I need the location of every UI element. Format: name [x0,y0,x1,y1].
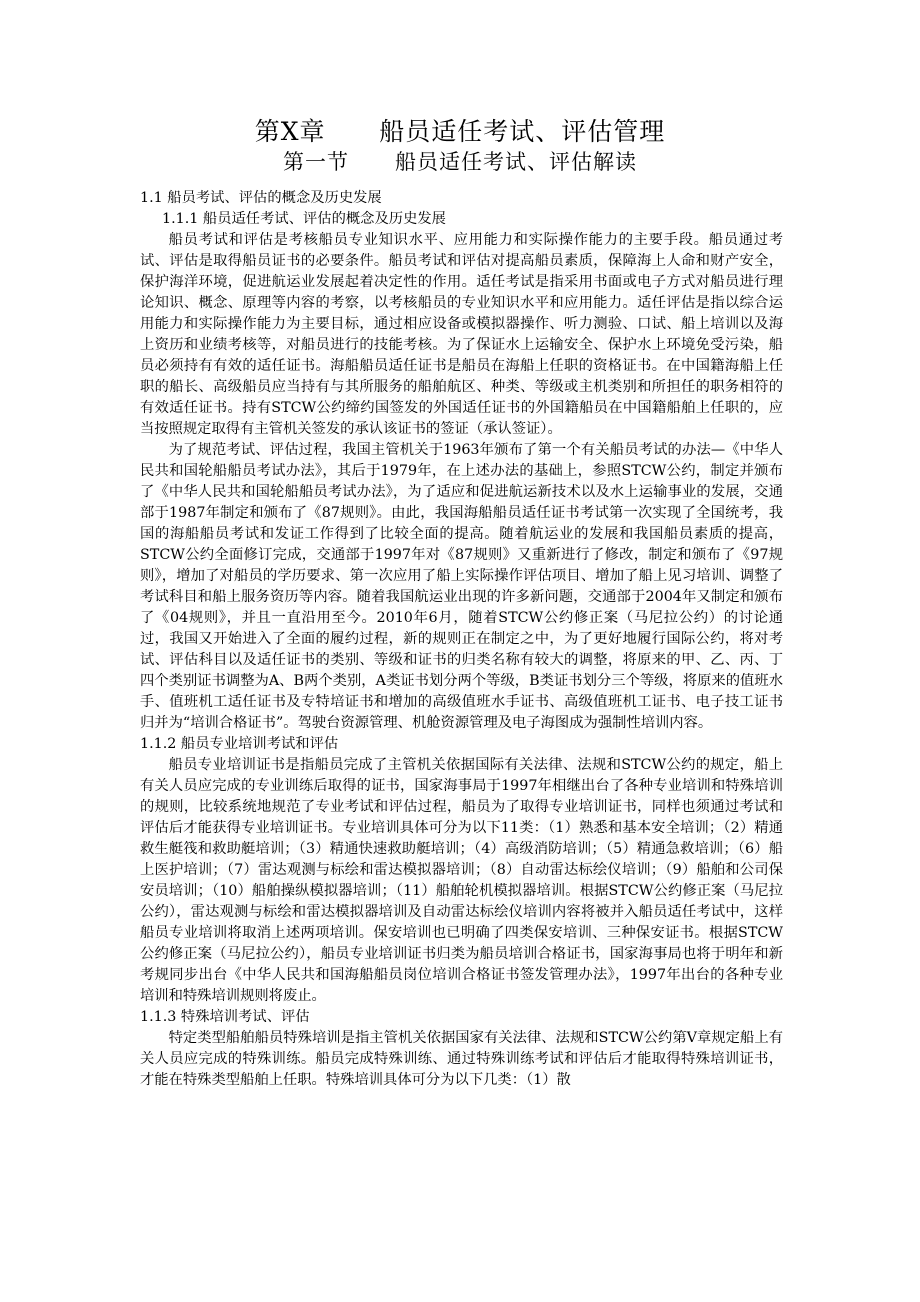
heading-1-1: 1.1 船员考试、评估的概念及历史发展 [140,190,382,206]
chapter-title: 第Ⅹ章 船员适任考试、评估管理 [254,117,666,146]
heading-1-1-1: 1.1.1 船员适任考试、评估的概念及历史发展 [162,211,446,227]
heading-1-1-2: 1.1.2 船员专业培训考试和评估 [140,736,339,752]
section-title: 第一节 船员适任考试、评估解读 [282,150,638,174]
paragraph-4: 特定类型船舶船员特殊培训是指主管机关依据国家有关法律、法规和STCW公约第Ⅴ章规定船上有关人员应完成的特殊训练。船员完成特殊训练、通过特殊训练考试和评估后才能取得特殊培训证书，才能在特殊类型船舶上任职。特殊培训具体可分为以下几类：（1）散 [140,1030,783,1088]
document-body [140,188,783,1091]
paragraph-2: 为了规范考试、评估过程，我国主管机关于1963年颁布了第一个有关船员考试的办法—《中华人民共和国轮船船员考试办法》，其后于1979年，在上述办法的基础上，参照STCW公约，制定并颁布了《中华人民共和国轮船船员考试办法》，为了适应和促进航运新技术以及水上运输事业的发展，交通部于1987年制定和颁布了《87规则》。由此，我国海船船员适任证书考试第一次实现了全国统考，我国的海船船员考试和发证工作得到了比较全面的提高。随着航运业的发展和我国船员素质的提高，STCW公约全面修订完成，交通部于1997年对《87规则》又重新进行了修改，制定和颁布了《97规则》，增加了对船员的学历要求、第一次应用了船上实际操作评估项目、增加了船上见习培训、调整了考试科目和船上服务资历等内容。随着我国航运业出现的许多新问题，交通部于2004年又制定和颁布了《04规则》，并且一直沿用至今。2010年6月，随着STCW公约修正案（马尼拉公约）的讨论通过，我国又开始进入了全面的履约过程，新的规则正在制定之中，为了更好地履行国际公约，将对考试、评估科目以及适任证书的类别、等级和证书的归类名称有较大的调整，将原来的甲、乙、丙、丁四个类别证书调整为A、B两个类别，A类证书划分两个等级，B类证书划分三个等级，将原来的值班水手、值班机工适任证书及专特培证书和增加的高级值班水手证书、高级值班机工证书、电子技工证书归并为“培训合格证书”。驾驶台资源管理、机舱资源管理及电子海图成为强制性培训内容。 [140,442,783,731]
paragraph-1: 船员考试和评估是考核船员专业知识水平、应用能力和实际操作能力的主要手段。船员通过考试、评估是取得船员证书的必要条件。船员考试和评估对提高船员素质，保障海上人命和财产安全，保护海洋环境，促进航运业发展起着决定性的作用。适任考试是指采用书面或电子方式对船员进行理论知识、概念、原理等内容的考察，以考核船员的专业知识水平和应用能力。适任评估是指以综合运用能力和实际操作能力为主要目标，通过相应设备或模拟器操作、听力测验、口试、船上培训以及海上资历和业绩考核等，对船员进行的技能考核。为了保证水上运输安全、保护水上环境免受污染，船员必须持有有效的适任证书。海船船员适任证书是船员在海船上任职的资格证书。在中国籍海船上任职的船长、高级船员应当持有与其所服务的船舶航区、种类、等级或主机类别和所担任的职务相符的有效适任证书。持有STCW公约缔约国签发的外国适任证书的外国籍船员在中国籍船舶上任职的，应当按照规定取得有主管机关签发的承认该证书的签证（承认签证）。 [140,232,783,437]
heading-1-1-3: 1.1.3 特殊培训考试、评估 [140,1009,310,1025]
paragraph-3: 船员专业培训证书是指船员完成了主管机关依据国际有关法律、法规和STCW公约的规定，船上有关人员应完成的专业训练后取得的证书，国家海事局于1997年相继出台了各种专业培训和特殊培训的规则，比较系统地规范了专业考试和评估过程，船员为了取得专业培训证书，同样也须通过考试和评估后才能获得专业培训证书。专业培训具体可分为以下11类：（1）熟悉和基本安全培训；（2）精通救生艇筏和救助艇培训；（3）精通快速救助艇培训；（4）高级消防培训；（5）精通急救培训；（6）船上医护培训；（7）雷达观测与标绘和雷达模拟器培训；（8）自动雷达标绘仪培训；（9）船舶和公司保安员培训；（10）船舶操纵模拟器培训；（11）船舶轮机模拟器培训。根据STCW公约修正案（马尼拉公约），雷达观测与标绘和雷达模拟器培训及自动雷达标绘仪培训内容将被并入船员适任考试中，这样船员专业培训将取消上述两项培训。保安培训也已明确了四类保安培训、三种保安证书。根据STCW公约修正案（马尼拉公约），船员专业培训证书归类为船员培训合格证书，国家海事局也将于明年和新考规同步出台《中华人民共和国海船船员岗位培训合格证书签发管理办法》，1997年出台的各种专业培训和特殊培训规则将废止。 [140,757,783,1004]
